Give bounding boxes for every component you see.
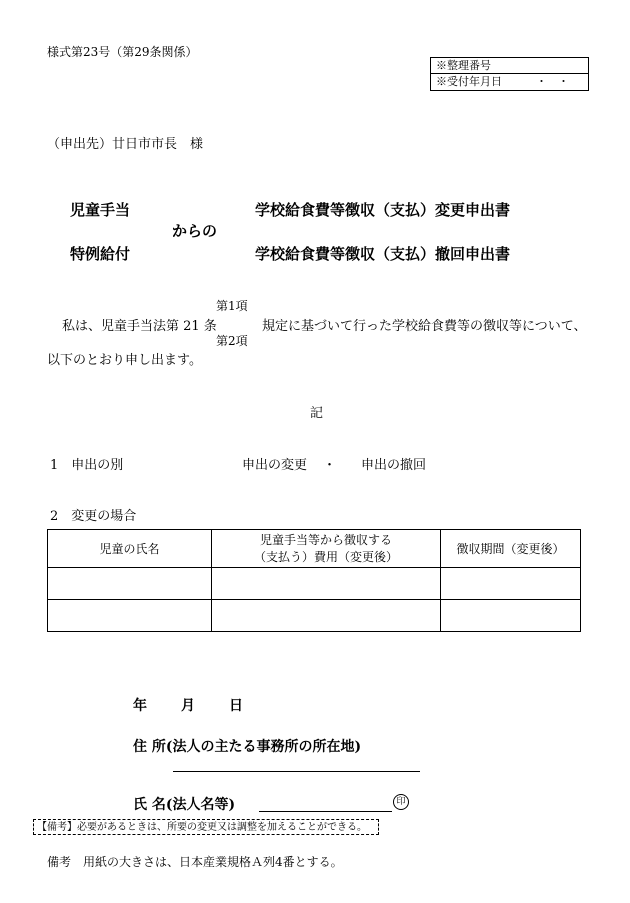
ki-heading: 記 xyxy=(310,406,324,421)
header-cost-line2: （支払う）費用（変更後） xyxy=(253,549,398,564)
section1-label: 1 申出の別 xyxy=(50,458,124,473)
date-day: 日 xyxy=(229,698,243,714)
table-row xyxy=(48,568,581,600)
header-cost xyxy=(212,530,441,568)
table-row xyxy=(48,600,581,632)
clause-top: 第1項 xyxy=(216,299,248,313)
section2-label: 2 変更の場合 xyxy=(50,509,137,524)
reference-number-label: ※整理番号 xyxy=(436,59,491,72)
seal-mark: 印 xyxy=(393,794,409,810)
change-table xyxy=(47,529,581,632)
note-footer: 備考 用紙の大きさは、日本産業規格Ａ列4番とする。 xyxy=(47,855,343,869)
reception-date-row xyxy=(431,74,588,90)
title-middle: からの xyxy=(172,222,218,240)
note-boxed: 【備考】必要があるときは、所要の変更又は調整を加えることができる。 xyxy=(33,819,379,835)
title-right-top: 学校給食費等徴収（支払）変更申出書 xyxy=(255,201,511,219)
cell-period[interactable] xyxy=(441,568,581,600)
reception-date-label: ※受付年月日 xyxy=(436,75,502,88)
body-line1-end: 規定に基づいて行った学校給食費等の徴収等について、 xyxy=(262,319,587,334)
header-child-name: 児童の氏名 xyxy=(48,530,212,568)
title-left-top: 児童手当 xyxy=(70,201,131,219)
cell-child-name[interactable] xyxy=(48,600,212,632)
reception-date-dots: ・ ・ xyxy=(536,75,569,88)
addressee: （申出先）廿日市市長 様 xyxy=(47,137,204,152)
table-header-row xyxy=(48,530,581,568)
name-label: 氏 名(法人名等) xyxy=(133,797,236,813)
name-line[interactable] xyxy=(259,811,392,812)
title-left-bottom: 特例給付 xyxy=(70,245,131,263)
reference-box xyxy=(430,57,589,91)
section1-option-withdraw: 申出の撤回 xyxy=(361,458,427,473)
body-line1-start: 私は、児童手当法第 21 条 xyxy=(62,319,217,334)
address-line[interactable] xyxy=(173,771,420,772)
address-label: 住 所(法人の主たる事務所の所在地) xyxy=(133,739,362,755)
body-line2: 以下のとおり申し出ます。 xyxy=(47,353,202,368)
section1-option-change: 申出の変更 xyxy=(242,458,308,473)
header-cost-line1: 児童手当等から徴収する xyxy=(259,532,392,547)
date-year: 年 xyxy=(133,698,147,714)
section1-separator: ・ xyxy=(323,458,337,473)
reference-number-row xyxy=(431,58,588,74)
cell-period[interactable] xyxy=(441,600,581,632)
date-month: 月 xyxy=(181,698,195,714)
header-period: 徴収期間（変更後） xyxy=(441,530,581,568)
title-right-bottom: 学校給食費等徴収（支払）撤回申出書 xyxy=(255,245,511,263)
cell-child-name[interactable] xyxy=(48,568,212,600)
form-number: 様式第23号（第29条関係） xyxy=(47,45,198,59)
clause-bottom: 第2項 xyxy=(216,334,248,348)
cell-cost[interactable] xyxy=(212,568,441,600)
cell-cost[interactable] xyxy=(212,600,441,632)
